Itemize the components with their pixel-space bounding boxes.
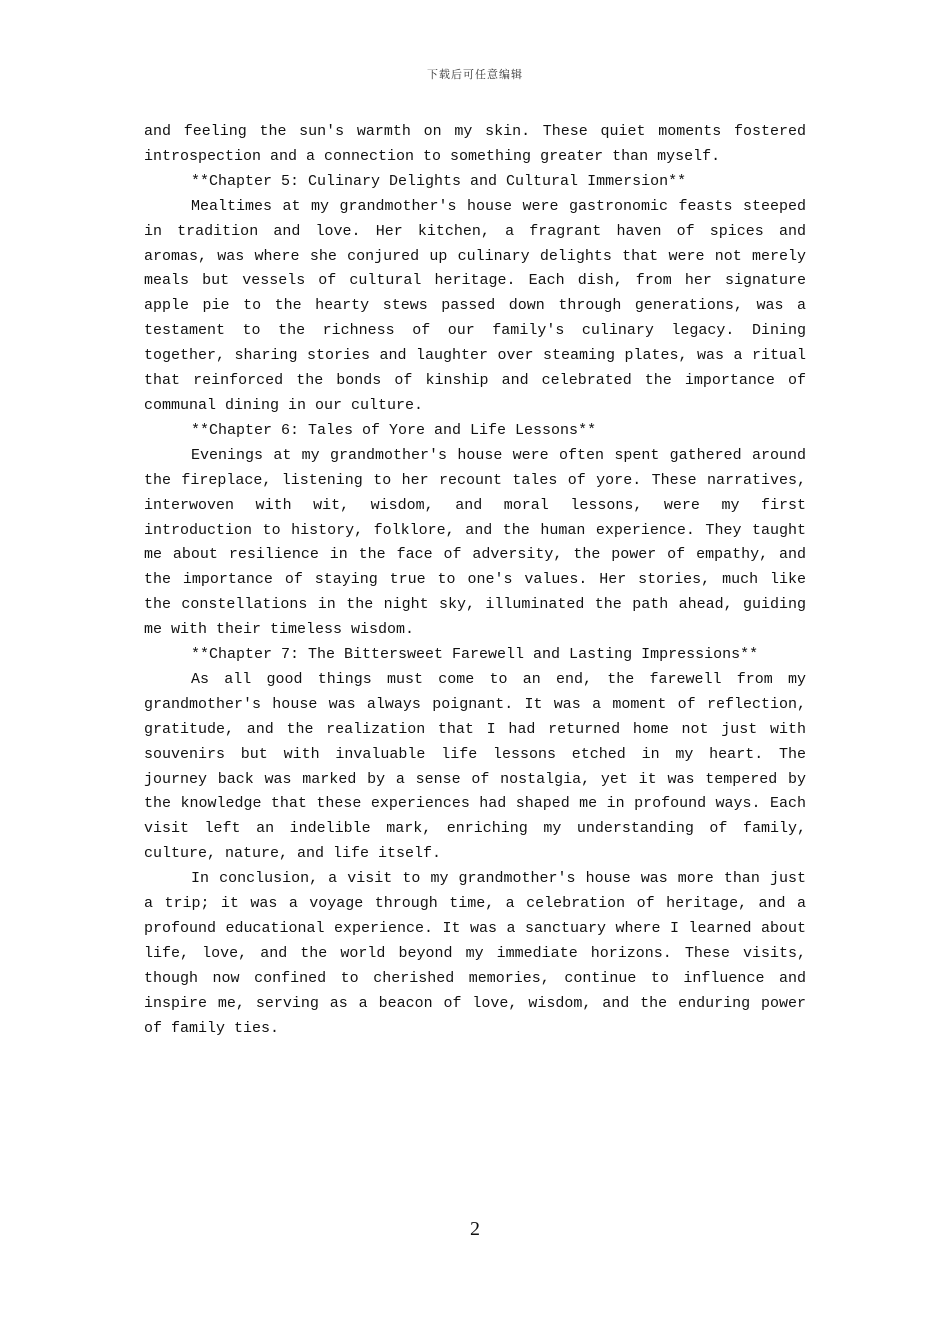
page-number: 2: [470, 1218, 480, 1240]
chapter-6-paragraph: Evenings at my grandmother's house were often spent gathered around the fireplace, listening to her recount tales of yore. These narratives, interwoven with wit, wisdom, and moral lessons, were my first introduction to history, folklore, and the human experience. They taught me about resilience in the face of adversity, the power of empathy, and the importance of staying true to one's values. Her stories, much like the constellations in the night sky, illuminated the path ahead, guiding me with their timeless wisdom.: [144, 446, 806, 639]
chapter-6-heading: **Chapter 6: Tales of Yore and Life Lessons**: [191, 421, 597, 439]
page-header-note: 下载后可任意编辑: [427, 68, 523, 81]
chapter-7-heading: **Chapter 7: The Bittersweet Farewell and Lasting Impressions**: [191, 646, 759, 664]
document-body: [144, 120, 806, 1042]
conclusion-paragraph: In conclusion, a visit to my grandmother's house was more than just a trip; it was a voyage through time, a celebration of heritage, and a profound educational experience. It was a sanctuary where I learned about life, love, and the world beyond my immediate horizons. These visits, though now confined to cherished memories, continue to influence and inspire me, serving as a beacon of love, wisdom, and the enduring power of family ties.: [144, 870, 806, 1037]
chapter-5-heading: **Chapter 5: Culinary Delights and Cultural Immersion**: [191, 172, 687, 190]
chapter-5-paragraph: Mealtimes at my grandmother's house were gastronomic feasts steeped in tradition and love. Her kitchen, a fragrant haven of spices and aromas, was where she conjured up culinary delights that were not merely meals but vessels of cultural heritage. Each dish, from her signature apple pie to the hearty stews passed down through generations, was a testament to the richness of our family's culinary legacy. Dining together, sharing stories and laughter over steaming plates, was a ritual that reinforced the bonds of kinship and celebrated the importance of communal dining in our culture.: [144, 197, 806, 414]
paragraph-continuation: and feeling the sun's warmth on my skin. These quiet moments fostered introspection and a connection to something greater than myself.: [144, 123, 806, 165]
chapter-7-paragraph: As all good things must come to an end, the farewell from my grandmother's house was always poignant. It was a moment of reflection, gratitude, and the realization that I had returned home not just with souvenirs but with invaluable life lessons etched in my heart. The journey back was marked by a sense of nostalgia, yet it was tempered by the knowledge that these experiences had shaped me in profound ways. Each visit left an indelible mark, enriching my understanding of family, culture, nature, and life itself.: [144, 670, 806, 863]
